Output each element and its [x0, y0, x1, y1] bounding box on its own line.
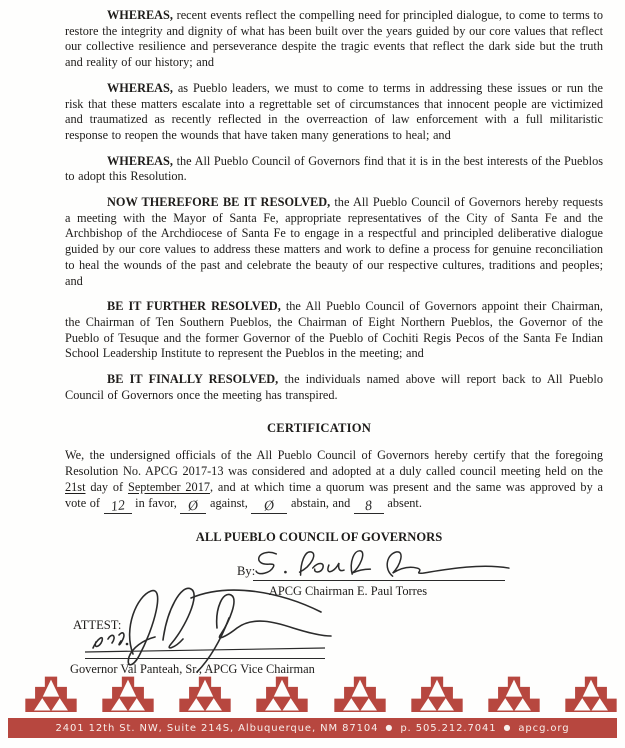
- certification-text: day of: [85, 479, 128, 494]
- signature-section: [65, 524, 603, 684]
- paragraph-text: as Pueblo leaders, we must to come to terms in addressing these issues or run the risk that these matters escalate into a regrettable set of circumstances that innocent people are victimized and traumatized as recently reflected in the overreaction of law enforcement with a full militaristic response to reopen the wounds that have taken many generations to heal; and: [65, 80, 603, 142]
- pueblo-step-motif-icon: [488, 674, 540, 712]
- pueblo-step-motif-icon: [565, 674, 617, 712]
- footer-motif-row: [25, 674, 617, 712]
- certification-text: abstain, and: [287, 495, 354, 510]
- certification-text: , and at which time a quorum was present and the same was approved by a vote of: [65, 479, 603, 510]
- certification-text: in favor,: [131, 495, 181, 510]
- certification-text: We, the undersigned officials of the All Pueblo Council of Governors hereby certify that the foregoing Resolution No. APCG 2017-13 was considered and adopted at a duly called council meeting held on the: [65, 448, 603, 479]
- vote-against-blank: [180, 499, 206, 514]
- footer-website: apcg.org: [518, 722, 570, 734]
- certification-heading: CERTIFICATION: [266, 421, 372, 436]
- vote-abstain-blank: [251, 499, 287, 514]
- whereas-paragraph-3: [65, 154, 603, 185]
- whereas-paragraph-1: [65, 8, 603, 71]
- resolved-paragraph-3: [65, 372, 603, 403]
- vote-favor-value: 12: [109, 497, 126, 515]
- bullet-separator-icon: ●: [503, 722, 512, 732]
- meeting-date: September 2017: [127, 479, 210, 494]
- meeting-day: 21st: [65, 479, 86, 494]
- certification-text: absent.: [383, 495, 422, 510]
- by-label: By:: [237, 563, 256, 578]
- pueblo-step-motif-icon: [411, 674, 463, 712]
- pueblo-step-motif-icon: [256, 674, 308, 712]
- bullet-separator-icon: ●: [385, 722, 394, 732]
- footer-address: 2401 12th St. NW, Suite 214S, Albuquerque, NM 87104: [55, 722, 379, 734]
- vote-against-value: Ø: [187, 498, 200, 515]
- footer-address-bar: [8, 718, 617, 738]
- certification-text: against,: [206, 495, 252, 510]
- chairman-name: APCG Chairman E. Paul Torres: [268, 583, 428, 598]
- footer-phone: p. 505.212.7041: [400, 722, 497, 734]
- resolved-lead: BE IT FURTHER RESOLVED,: [107, 299, 281, 314]
- paragraph-text: the All Pueblo Council of Governors appoint their Chairman, the Chairman of Ten Southern Pueblos, the Chairman of Eight Northern Pueblos, the Governor of the Pueblo of Tesuque and the former Governor of the Pueblo of Cochiti Regis Pecos of the Santa Fe Indian School Leadership Institute to represent the Pueblos in the meeting; and: [65, 299, 603, 361]
- resolved-lead: NOW THEREFORE BE IT RESOLVED,: [107, 195, 331, 210]
- pueblo-step-motif-icon: [334, 674, 386, 712]
- pueblo-step-motif-icon: [25, 674, 77, 712]
- resolved-lead: BE IT FINALLY RESOLVED,: [107, 372, 279, 387]
- pueblo-step-motif-icon: [102, 674, 154, 712]
- paragraph-text: recent events reflect the compelling need for principled dialogue, to come to terms to restore the integrity and dignity of what has been built over the years guided by our core values that reflect our collective resilience and perseverance despite the tragic events that reflect the dark side but the truth and reality of our history; and: [65, 8, 603, 70]
- whereas-lead: WHEREAS,: [107, 153, 173, 168]
- organization-heading: ALL PUEBLO COUNCIL OF GOVERNORS: [195, 529, 443, 544]
- paragraph-text: the All Pueblo Council of Governors hereby requests a meeting with the Mayor of Santa Fe, appropriate representatives of the City of Santa Fe and the Archbishop of the Archdiocese of Santa Fe to engage in a respectful and principled deliberative dialogue guided by our core values to address these matters and work to define a process for genuine reconciliation to heal the wounds of the past and celebrate the beauty of our respective cultures, traditions and peoples; and: [65, 195, 603, 288]
- whereas-paragraph-2: [65, 81, 603, 144]
- vote-absent-value: 8: [364, 498, 374, 514]
- vice-chairman-name: Governor Val Panteah, Sr., APCG Vice Chairman: [70, 661, 315, 676]
- vote-favor-blank: [104, 499, 132, 514]
- vote-absent-blank: [354, 499, 384, 514]
- whereas-lead: WHEREAS,: [107, 8, 173, 22]
- paragraph-text: the All Pueblo Council of Governors find that it is in the best interests of the Pueblos to adopt this Resolution.: [65, 153, 603, 184]
- vote-abstain-value: Ø: [263, 498, 276, 515]
- certification-paragraph: [65, 448, 603, 513]
- attest-label: ATTEST:: [73, 617, 122, 632]
- paragraph-text: the individuals named above will report back to All Pueblo Council of Governors once the meeting has transpired.: [65, 372, 603, 402]
- resolved-paragraph-2: [65, 299, 603, 362]
- pueblo-step-motif-icon: [179, 674, 231, 712]
- whereas-lead: WHEREAS,: [107, 80, 173, 95]
- resolved-paragraph-1: [65, 195, 603, 289]
